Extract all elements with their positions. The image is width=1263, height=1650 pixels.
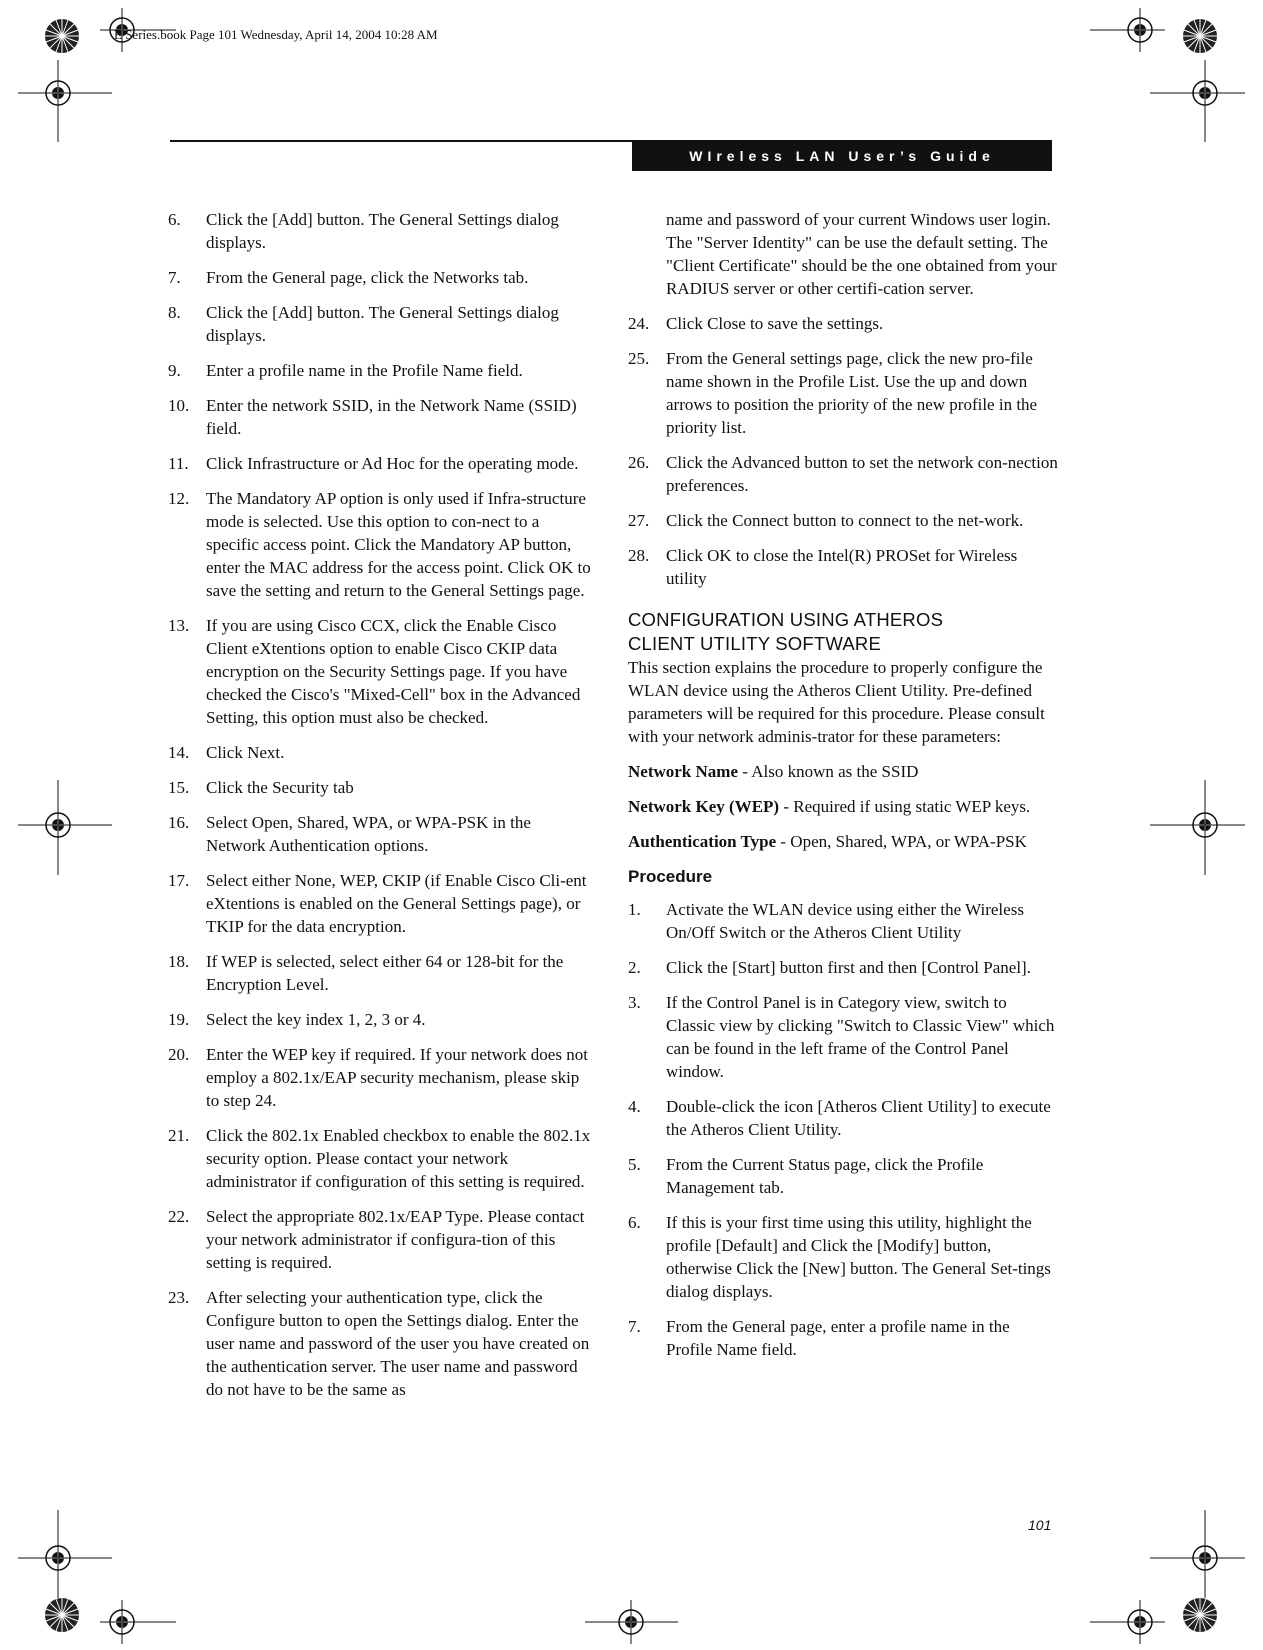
step-number: 19. [168, 1010, 190, 1029]
step-number: 23. [168, 1288, 190, 1307]
step-text: Click the Security tab [206, 778, 354, 797]
step-number: 10. [168, 396, 190, 415]
parameter-item [628, 830, 1058, 853]
step-text: Select Open, Shared, WPA, or WPA-PSK in the Network Authentication options. [206, 813, 531, 855]
step-number: 25. [628, 349, 650, 368]
step-text: Enter the WEP key if required. If your network does not employ a 802.1x/EAP security mechanism, please skip to step 24. [206, 1045, 588, 1110]
parameter-item [628, 760, 1058, 783]
right-step-list [628, 312, 1058, 590]
step-number: 4. [628, 1097, 641, 1116]
right-column [628, 208, 1058, 1373]
step-text: From the Current Status page, click the Profile Management tab. [666, 1155, 984, 1197]
step-number: 13. [168, 616, 190, 635]
step-item [168, 950, 593, 996]
step-text: Click the Connect button to connect to the net-work. [666, 511, 1024, 530]
left-step-list [168, 208, 593, 1401]
step-number: 27. [628, 511, 650, 530]
step-text: If WEP is selected, select either 64 or 128-bit for the Encryption Level. [206, 952, 564, 994]
step-item [168, 301, 593, 347]
parameter-term: Network Key (WEP) [628, 797, 780, 816]
step-text: Select either None, WEP, CKIP (if Enable Cisco Cli-ent eXtentions is enabled on the General Settings page), or TKIP for the data encryption. [206, 871, 587, 936]
step-item [628, 898, 1058, 944]
step-text: From the General page, enter a profile name in the Profile Name field. [666, 1317, 1010, 1359]
left-column [168, 208, 593, 1413]
step-item [168, 1043, 593, 1112]
step-number: 11. [168, 454, 189, 473]
parameter-term: Network Name [628, 762, 738, 781]
step-text: Click Infrastructure or Ad Hoc for the operating mode. [206, 454, 579, 473]
step-number: 26. [628, 453, 650, 472]
step-number: 21. [168, 1126, 190, 1145]
step-item [168, 1008, 593, 1031]
step-item [168, 1286, 593, 1401]
step-text: Select the appropriate 802.1x/EAP Type. Please contact your network administrator if configura-tion of this setting is required. [206, 1207, 585, 1272]
step-item [628, 451, 1058, 497]
star-mark-bottom-left [45, 1598, 79, 1632]
step-number: 16. [168, 813, 190, 832]
step-text: Double-click the icon [Atheros Client Utility] to execute the Atheros Client Utility. [666, 1097, 1051, 1139]
step-number: 15. [168, 778, 190, 797]
step-text: Click Next. [206, 743, 285, 762]
step-text: Click the 802.1x Enabled checkbox to enable the 802.1x security option. Please contact your network administrator if configuration of this setting is required. [206, 1126, 591, 1191]
section-heading-line-2: CLIENT UTILITY SOFTWARE [628, 633, 882, 654]
procedure-heading: Procedure [628, 867, 713, 886]
step-item [168, 359, 593, 382]
step-item [168, 266, 593, 289]
step-item [628, 312, 1058, 335]
step-number: 18. [168, 952, 190, 971]
step-item [628, 991, 1058, 1083]
step-item [628, 1095, 1058, 1141]
step-number: 7. [628, 1317, 641, 1336]
step-number: 8. [168, 303, 181, 322]
step-item [168, 811, 593, 857]
step-item [168, 1124, 593, 1193]
step-number: 2. [628, 958, 641, 977]
step-item [628, 1211, 1058, 1303]
section-heading-line-1: CONFIGURATION USING ATHEROS [628, 609, 944, 630]
parameter-description: - Also known as the SSID [738, 762, 919, 781]
step-text: Enter a profile name in the Profile Name field. [206, 361, 523, 380]
parameter-term: Authentication Type [628, 832, 777, 851]
step-item [628, 956, 1058, 979]
step-number: 6. [168, 210, 181, 229]
step-text: From the General page, click the Networks tab. [206, 268, 529, 287]
step-text: Enter the network SSID, in the Network Name (SSID) field. [206, 396, 577, 438]
star-mark-top-right [1183, 19, 1217, 53]
star-mark-top-left [45, 19, 79, 53]
step-number: 28. [628, 546, 650, 565]
step-text: Click the [Start] button first and then [Control Panel]. [666, 958, 1031, 977]
step-text: Click the [Add] button. The General Settings dialog displays. [206, 303, 559, 345]
step-item [168, 741, 593, 764]
step-item [168, 776, 593, 799]
step-number: 9. [168, 361, 181, 380]
step-item [168, 869, 593, 938]
step-item [628, 544, 1058, 590]
step-item [628, 1153, 1058, 1199]
running-header: WIreless LAN User’s Guide [632, 141, 1052, 171]
step-number: 3. [628, 993, 641, 1012]
step-23-continuation: name and password of your current Windows user login. The "Server Identity" can be use the default setting. The "Client Certificate" should be the one obtained from your RADIUS server or other certifi-cation server. [666, 210, 1057, 298]
step-number: 14. [168, 743, 190, 762]
step-text: If the Control Panel is in Category view, switch to Classic view by clicking "Switch to Classic View" which can be found in the left frame of the Control Panel window. [666, 993, 1055, 1081]
step-item [168, 394, 593, 440]
step-text: Click OK to close the Intel(R) PROSet for Wireless utility [666, 546, 1018, 588]
step-number: 1. [628, 900, 641, 919]
parameter-item [628, 795, 1058, 818]
step-item [168, 208, 593, 254]
step-item [168, 452, 593, 475]
step-item [628, 347, 1058, 439]
step-number: 6. [628, 1213, 641, 1232]
step-item [628, 1315, 1058, 1361]
parameter-description: - Open, Shared, WPA, or WPA-PSK [776, 832, 1027, 851]
step-item [628, 509, 1058, 532]
procedure-step-list [628, 898, 1058, 1361]
parameter-description: - Required if using static WEP keys. [779, 797, 1031, 816]
step-text: Select the key index 1, 2, 3 or 4. [206, 1010, 426, 1029]
step-text: The Mandatory AP option is only used if Infra-structure mode is selected. Use this option to con-nect to a specific access point. Click the Mandatory AP button, enter the MAC address for the access point. Click OK to save the setting and return to the General Settings page. [206, 489, 591, 600]
step-text: From the General settings page, click the new pro-file name shown in the Profile List. Use the up and down arrows to position the priority of the new profile in the priority list. [666, 349, 1038, 437]
step-number: 5. [628, 1155, 641, 1174]
step-text: After selecting your authentication type, click the Configure button to open the Settings dialog. Enter the user name and password of the user you have created on the authentication server. The user name and password do not have to be the same as [206, 1288, 590, 1399]
step-number: 12. [168, 489, 190, 508]
step-number: 24. [628, 314, 650, 333]
star-mark-bottom-right [1183, 1598, 1217, 1632]
step-text: Click Close to save the settings. [666, 314, 884, 333]
page-number: 101 [1028, 1517, 1052, 1533]
step-item [168, 1205, 593, 1274]
step-number: 17. [168, 871, 190, 890]
step-text: Activate the WLAN device using either the Wireless On/Off Switch or the Atheros Client Utility [666, 900, 1024, 942]
step-text: Click the Advanced button to set the network con-nection preferences. [666, 453, 1058, 495]
step-text: Click the [Add] button. The General Settings dialog displays. [206, 210, 559, 252]
step-number: 7. [168, 268, 181, 287]
parameter-list [628, 760, 1058, 853]
print-slug: E Series.book Page 101 Wednesday, April 14, 2004 10:28 AM [114, 27, 438, 42]
step-number: 20. [168, 1045, 190, 1064]
step-item [168, 614, 593, 729]
step-item [168, 487, 593, 602]
step-text: If this is your first time using this utility, highlight the profile [Default] and Click the [Modify] button, otherwise Click the [New] button. The General Set-tings dialog displays. [666, 1213, 1051, 1301]
step-number: 22. [168, 1207, 190, 1226]
step-text: If you are using Cisco CCX, click the Enable Cisco Client eXtentions option to enable Cisco CKIP data encryption on the Security Settings page. If you have checked the Cisco's "Mixed-Cell" box in the Advanced Setting, this option must also be checked. [206, 616, 581, 727]
intro-paragraph: This section explains the procedure to properly configure the WLAN device using the Atheros Client Utility. Pre-defined parameters will be required for this procedure. Please consult with your network adminis-trator for these parameters: [628, 658, 1045, 746]
